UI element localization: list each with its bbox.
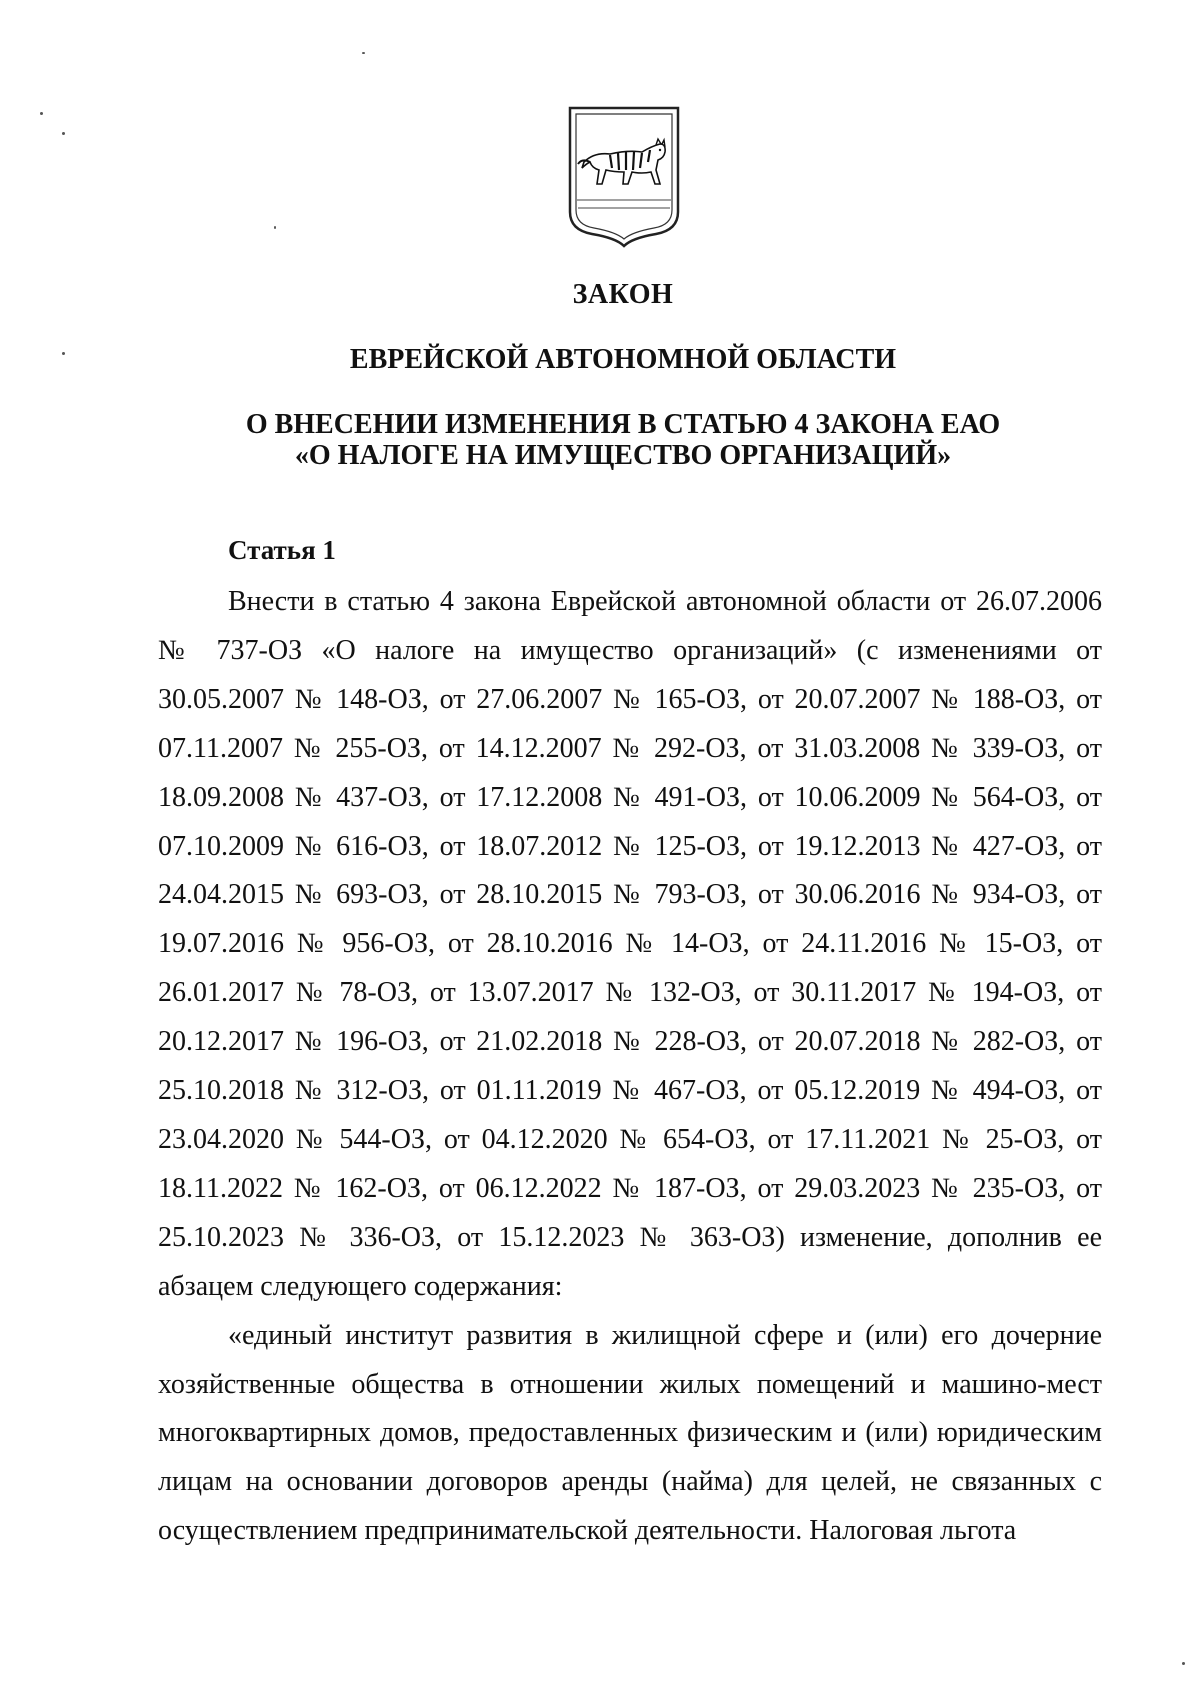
document-title: ЗАКОН bbox=[572, 279, 674, 310]
subject-line-2: «О НАЛОГЕ НА ИМУЩЕСТВО ОРГАНИЗАЦИЙ» bbox=[294, 440, 952, 471]
article-heading: Статья 1 bbox=[228, 535, 336, 565]
coat-of-arms-emblem bbox=[566, 104, 682, 250]
scan-speck bbox=[62, 352, 65, 355]
scan-speck bbox=[362, 52, 365, 54]
subject-line-1: О ВНЕСЕНИИ ИЗМЕНЕНИЯ В СТАТЬЮ 4 ЗАКОНА ЕАО bbox=[245, 409, 1001, 440]
scan-speck bbox=[274, 226, 276, 229]
tiger-icon bbox=[578, 139, 665, 184]
law-subject bbox=[0, 409, 1200, 471]
scan-speck bbox=[62, 132, 65, 135]
region-name: ЕВРЕЙСКОЙ АВТОНОМНОЙ ОБЛАСТИ bbox=[349, 344, 897, 375]
scan-speck bbox=[40, 112, 43, 115]
paragraph-quoted-text: «единый институт развития в жилищной сфере и (или) его дочерние хозяйственные общества в отношении жилых помещений и машино-мест многоквартирных домов, предоставленных физическим и (или) юридическим лицам на основании договоров аренды (найма) для целей, не связанных с осуществлением предпринимательской деятельности. Налоговая льгота bbox=[158, 1319, 1102, 1547]
article-body bbox=[158, 578, 1102, 1556]
scan-speck bbox=[1182, 1662, 1185, 1665]
paragraph-amendment: Внести в статью 4 закона Еврейской автономной области от 26.07.2006 № 737-ОЗ «О налоге на имущество организаций» (с изменениями от 30.05.2007 № 148-ОЗ, от 27.06.2007 № 165-ОЗ, от 20.07.2007 № 188-ОЗ, от 07.11.2007 № 255-ОЗ, от 14.12.2007 № 292-ОЗ, от 31.03.2008 № 339-ОЗ, от 18.09.2008 № 437-ОЗ, от 17.12.2008 № 491-ОЗ, от 10.06.2009 № 564-ОЗ, от 07.10.2009 № 616-ОЗ, от 18.07.2012 № 125-ОЗ, от 19.12.2013 № 427-ОЗ, от 24.04.2015 № 693-ОЗ, от 28.10.2015 № 793-ОЗ, от 30.06.2016 № 934-ОЗ, от 19.07.2016 № 956-ОЗ, от 28.10.2016 № 14-ОЗ, от 24.11.2016 № 15-ОЗ, от 26.01.2017 № 78-ОЗ, от 13.07.2017 № 132-ОЗ, от 30.11.2017 № 194-ОЗ, от 20.12.2017 № 196-ОЗ, от 21.02.2018 № 228-ОЗ, от 20.07.2018 № 282-ОЗ, от 25.10.2018 № 312-ОЗ, от 01.11.2019 № 467-ОЗ, от 05.12.2019 № 494-ОЗ, от 23.04.2020 № 544-ОЗ, от 04.12.2020 № 654-ОЗ, от 17.11.2021 № 25-ОЗ, от 18.11.2022 № 162-ОЗ, от 06.12.2022 № 187-ОЗ, от 29.03.2023 № 235-ОЗ, от 25.10.2023 № 336-ОЗ, от 15.12.2023 № 363-ОЗ) изменение, дополнив ее абзацем следующего содержания: bbox=[158, 586, 1102, 1302]
